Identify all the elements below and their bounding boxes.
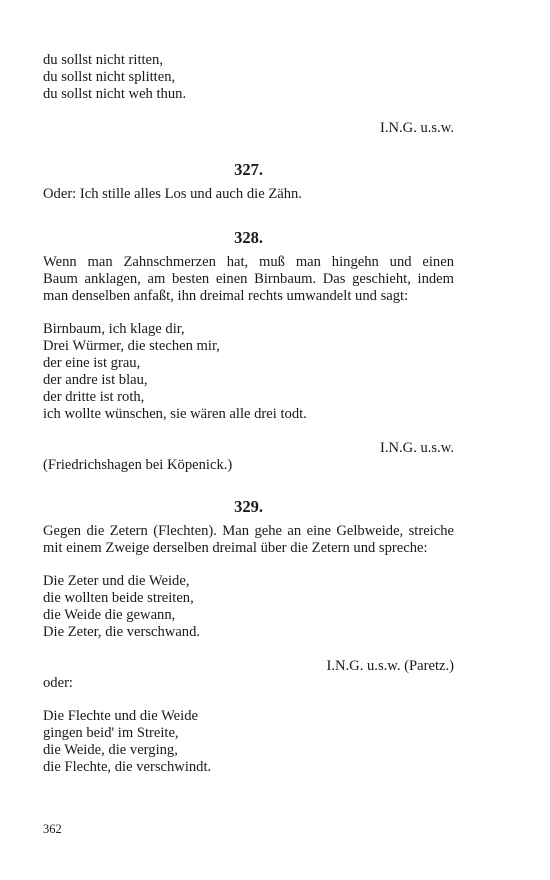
verse-line: Birnbaum, ich klage dir, [43,321,185,337]
verse-line: Die Zeter und die Weide, [43,573,190,589]
verse-line: du sollst nicht ritten, [43,52,163,68]
book-page [43,0,454,880]
verse-line: gingen beid' im Streite, [43,725,179,741]
verse-line: der eine ist grau, [43,355,141,371]
verse-line: die Weide die gewann, [43,607,176,623]
oder-label: oder: [43,675,73,691]
page-number: 362 [43,822,62,836]
paragraph-line: Wenn man Zahnschmerzen hat, muß man hingehn und einen [43,254,454,270]
verse-line: die Flechte, die verschwindt. [43,759,212,775]
verse-line: Die Zeter, die verschwand. [43,624,201,640]
paragraph-line: Baum anklagen, am besten einen Birnbaum. Das geschieht, indem [43,271,454,287]
verse-line: ich wollte wünschen, sie wären alle drei todt. [43,406,307,422]
source-note: (Friedrichshagen bei Köpenick.) [43,457,233,473]
paragraph-line: Gegen die Zetern (Flechten). Man gehe an eine Gelbweide, streiche [43,523,454,539]
paragraph-line: Oder: Ich stille alles Los und auch die Zähn. [43,186,302,202]
section-number-329: 329. [234,497,263,516]
signature: I.N.G. u.s.w. [379,120,454,136]
verse-line: der andre ist blau, [43,372,148,388]
signature: I.N.G. u.s.w. (Paretz.) [326,658,454,674]
verse-line: du sollst nicht weh thun. [43,86,187,102]
paragraph-line: mit einem Zweige derselben dreimal über die Zetern und spreche: [43,540,428,556]
verse-line: der dritte ist roth, [43,389,145,405]
verse-line: die Weide, die verging, [43,742,178,758]
signature: I.N.G. u.s.w. [379,440,454,456]
verse-line: die wollten beide streiten, [43,590,194,606]
verse-line: Drei Würmer, die stechen mir, [43,338,220,354]
verse-line: du sollst nicht splitten, [43,69,176,85]
section-number-327: 327. [234,160,263,179]
section-number-328: 328. [234,228,263,247]
verse-line: Die Flechte und die Weide [43,708,198,724]
paragraph-line: man denselben anfaßt, ihn dreimal rechts umwandelt und sagt: [43,288,409,304]
